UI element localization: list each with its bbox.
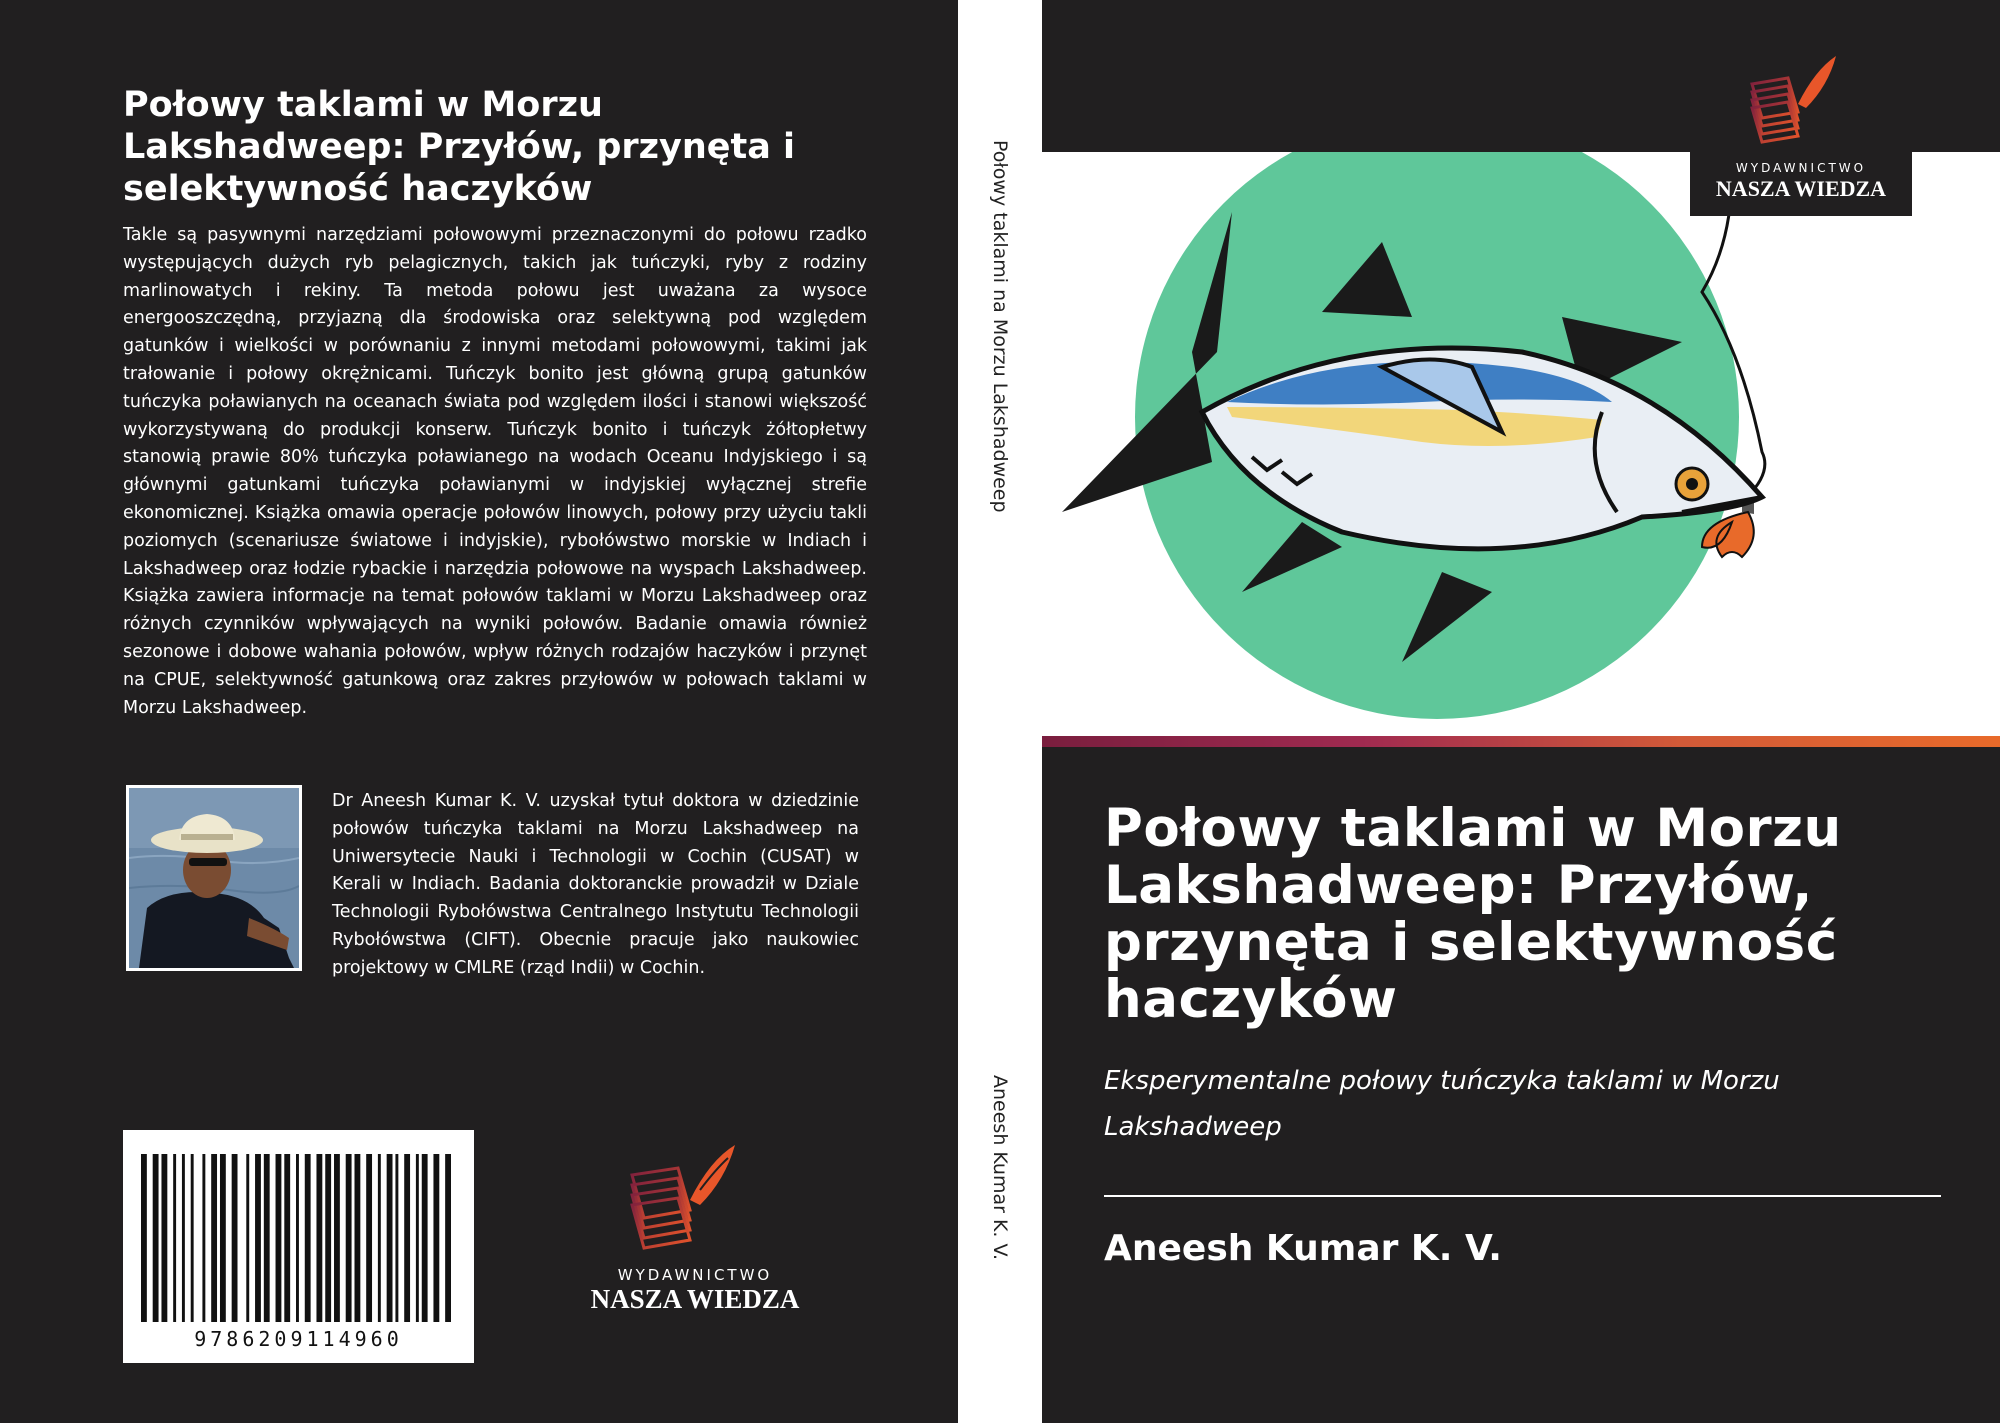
- barcode-bar: [316, 1154, 322, 1322]
- barcode-bar: [202, 1154, 205, 1322]
- publisher-logo-icon: [560, 1140, 830, 1320]
- barcode-bar: [211, 1154, 217, 1322]
- front-cover: [1042, 0, 2000, 1423]
- barcode-bar: [264, 1154, 270, 1322]
- front-publisher-top: WYDAWNICTWO: [1735, 161, 1867, 175]
- accent-stripe: [1042, 736, 2000, 747]
- barcode-bar: [416, 1154, 419, 1322]
- back-publisher-top: WYDAWNICTWO: [617, 1266, 773, 1284]
- front-cover-subtitle: Eksperymentalne połowy tuńczyka taklami w Morzu Lakshadweep: [1104, 1066, 1780, 1142]
- spine: [958, 0, 1042, 1423]
- barcode-digits: 9786209114960: [194, 1327, 403, 1351]
- barcode-bar: [395, 1154, 398, 1322]
- barcode-bar: [255, 1154, 261, 1322]
- barcode-bar: [191, 1154, 194, 1322]
- spine-author: Aneesh Kumar K. V.: [989, 1075, 1011, 1261]
- barcode-bar: [354, 1154, 360, 1322]
- barcode-bar: [422, 1154, 428, 1322]
- barcode-bar: [173, 1154, 176, 1322]
- barcode-bar: [182, 1154, 185, 1322]
- author-photo-illustration: [129, 788, 299, 968]
- barcode-bar: [284, 1154, 290, 1322]
- barcode-bar: [404, 1154, 410, 1322]
- barcode-bar: [366, 1154, 372, 1322]
- back-cover-blurb: Takle są pasywnymi narzędziami połowowymi przeznaczonymi do połowu rzadko występujących dużych ryb pelagicznych, takich jak tuńczyki, ryby z rodziny marlinowatych i rekiny. Ta metoda połowu jest uważana za wysoce energooszczędną, przyjazną dla środowiska oraz selektywną pod względem gatunków i wielkości w porównaniu z innymi metodami połowowymi, takimi jak trałowanie i połowy okrężnicami. Tuńczyk bonito jest główną grupą gatunków tuńczyka poławianych na oceanach świata pod względem ilości i stanowi większość wykorzystywaną do produkcji konserw. Tuńczyk bonito i tuńczyk żółtopłetwy stanowią prawie 80% tuńczyka poławianego na wodach Oceanu Indyjskiego i są głównymi gatunkami tuńczyka poławianymi w indyjskiej wyłącznej strefie ekonomicznej. Książka omawia operacje połowów linowych, połowy przy użyciu takli poziomych (scenariusze światowe i indyjskie), rybołówstwo morskie w Indiach i Lakshadweep oraz łodzie rybackie i narzędzia połowowe na wyspach Lakshadweep. Książka zawiera informacje na temat połowów taklami w Morzu Lakshadweep oraz różnych czynników wpływających na wyniki połowów. Badanie omawia również sezonowe i dobowe wahania połowów, wpływ różnych rodzajów haczyków i przynęt na CPUE, selektywność gatunkową oraz zakres przyłowów w połowach taklami w Morzu Lakshadweep.: [123, 225, 867, 718]
- author-bio: Dr Aneesh Kumar K. V. uzyskał tytuł doktora w dziedzinie połowów tuńczyka taklami na Morzu Lakshadweep na Uniwersytecie Nauki i Technologii w Cochin (CUSAT) w Kerali w Indiach. Badania doktoranckie prowadził w Dziale Technologii Rybołówstwa Centralnego Instytutu Technologii Rybołówstwa (CIFT). Obecnie pracuje jako naukowiec projektowy w CMLRE (rząd Indii) w Cochin.: [332, 791, 859, 978]
- barcode-bars: [141, 1154, 456, 1322]
- front-cover-title: Połowy taklami w Morzu Lakshadweep: Przyłów, przynęta i selektywność haczyków: [1104, 798, 1842, 1030]
- barcode-bar: [161, 1154, 167, 1322]
- front-cover-author: Aneesh Kumar K. V.: [1104, 1228, 1502, 1269]
- barcode-bar: [325, 1154, 331, 1322]
- barcode-bar: [141, 1154, 147, 1322]
- publisher-logo-icon: [1690, 40, 1912, 216]
- front-publisher-main: NASZA WIEDZA: [1715, 176, 1887, 201]
- tuna-illustration: [1042, 152, 2000, 736]
- spine-title: Połowy taklami na Morzu Lakshadweep: [989, 140, 1011, 513]
- divider: [1104, 1195, 1941, 1197]
- barcode-bar: [246, 1154, 249, 1322]
- barcode-bar: [305, 1154, 311, 1322]
- barcode-bar: [378, 1154, 381, 1322]
- front-publisher-logo: [1690, 40, 1912, 216]
- barcode: [123, 1130, 474, 1363]
- back-cover-title: Połowy taklami w Morzu Lakshadweep: Przyłów, przynęta i selektywność haczyków: [123, 85, 796, 209]
- back-cover: [0, 0, 958, 1423]
- barcode-bar: [387, 1154, 393, 1322]
- barcode-bar: [296, 1154, 299, 1322]
- barcode-bar: [445, 1154, 451, 1322]
- barcode-bar: [153, 1154, 159, 1322]
- barcode-bar: [220, 1154, 226, 1322]
- barcode-bar: [334, 1154, 340, 1322]
- barcode-bar: [346, 1154, 352, 1322]
- author-photo: [126, 785, 302, 971]
- barcode-bar: [433, 1154, 439, 1322]
- barcode-bar: [276, 1154, 282, 1322]
- back-publisher-main: NASZA WIEDZA: [590, 1284, 800, 1314]
- barcode-bar: [232, 1154, 238, 1322]
